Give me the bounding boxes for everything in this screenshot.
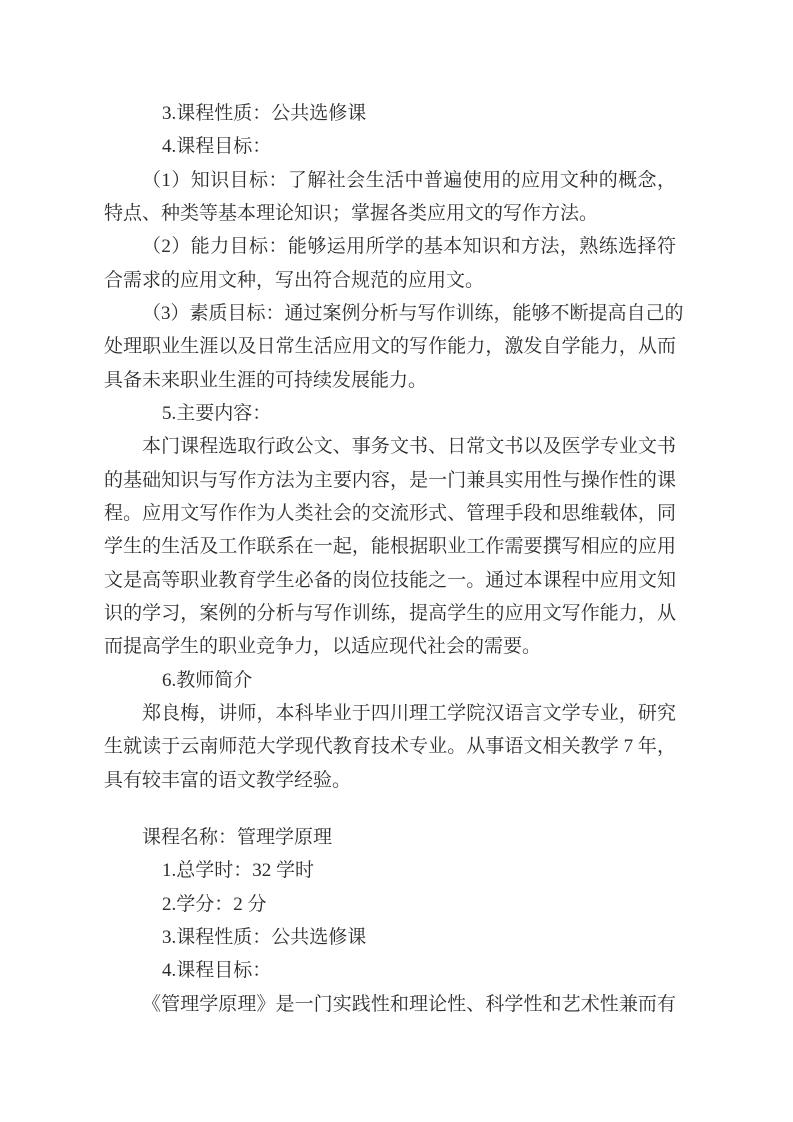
text-line: 文是高等职业教育学生必备的岗位技能之一。通过本课程中应用文知 (104, 569, 676, 591)
text-line: （2）能力目标：能够运用所学的基本知识和方法，熟练选择符 (142, 236, 676, 258)
blank-line (104, 797, 676, 821)
text-line: 郑良梅，讲师，本科毕业于四川理工学院汉语言文学专业，研究 (142, 702, 676, 724)
text-line: 识的学习，案例的分析与写作训练，提高学生的应用文写作能力，从 (104, 602, 676, 624)
text-line: 的基础知识与写作方法为主要内容，是一门兼具实用性与操作性的课 (104, 469, 676, 491)
text-line: 5.主要内容： (162, 402, 272, 424)
text-line: 具有较丰富的语文教学经验。 (104, 769, 352, 791)
text-line: 学生的生活及工作联系在一起，能根据职业工作需要撰写相应的应用 (104, 536, 676, 558)
text-line: （1）知识目标：了解社会生活中普遍使用的应用文种的概念， (142, 169, 676, 191)
text-line: 处理职业生涯以及日常生活应用文的写作能力，激发自学能力，从而 (104, 336, 676, 358)
text-line: 4.课程目标： (162, 136, 272, 158)
text-line: 特点、种类等基本理论知识；掌握各类应用文的写作方法。 (104, 202, 599, 224)
text-line: 合需求的应用文种，写出符合规范的应用文。 (104, 269, 485, 291)
text-line: 具备未来职业生涯的可持续发展能力。 (104, 369, 428, 391)
text-line: 1.总学时：32 学时 (162, 860, 315, 882)
text-line: 而提高学生的职业竞争力，以适应现代社会的需要。 (104, 636, 542, 658)
text-line: 6.教师简介 (162, 669, 253, 691)
text-line: 3.课程性质：公共选修课 (162, 926, 367, 948)
text-line: 《管理学原理》是一门实践性和理论性、科学性和艺术性兼而有 (142, 993, 676, 1015)
text-line: 生就读于云南师范大学现代教育技术专业。从事语文相关教学 7 年， (104, 736, 676, 758)
text-line: 课程名称：管理学原理 (142, 826, 333, 848)
text-line: 程。应用文写作作为人类社会的交流形式、管理手段和思维载体，同 (104, 502, 676, 524)
text-line: （3）素质目标：通过案例分析与写作训练，能够不断提高自己的 (142, 302, 684, 324)
text-line: 4.课程目标： (162, 960, 272, 982)
text-line: 2.学分：2 分 (162, 893, 267, 915)
document-body (104, 97, 684, 1021)
text-line: 3.课程性质：公共选修课 (162, 103, 367, 124)
text-line: 本门课程选取行政公文、事务文书、日常文书以及医学专业文书 (142, 436, 676, 458)
